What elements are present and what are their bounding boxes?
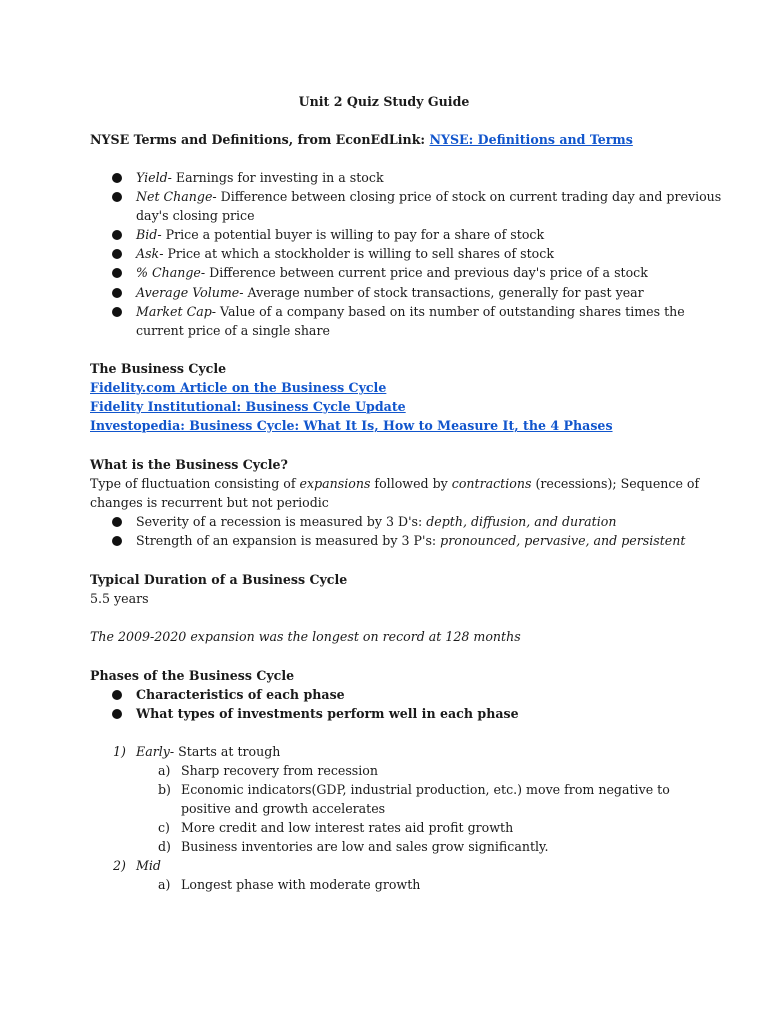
term-average-volume: Average Volume- Average number of stock transactions, generally for past year (136, 285, 644, 300)
bullet-icon (112, 288, 122, 298)
term-market-cap: Market Cap- Value of a company based on its number of outstanding shares times the (136, 304, 685, 319)
phase-mid: Mid (136, 858, 161, 873)
bullet-icon (112, 517, 122, 527)
fidelity-institutional-link[interactable]: Fidelity Institutional: Business Cycle Update (90, 399, 406, 414)
page-title: Unit 2 Quiz Study Guide (298, 94, 470, 109)
what-is-paragraph-cont: changes is recurrent but not periodic (90, 495, 329, 510)
fidelity-article-link[interactable]: Fidelity.com Article on the Business Cycle (90, 380, 387, 395)
bullet-icon (112, 536, 122, 546)
list-label: a) (158, 877, 171, 892)
expansion-strength: Strength of an expansion is measured by 3 P's: pronounced, pervasive, and persistent (136, 533, 686, 548)
phase-number: 2) (113, 858, 126, 873)
bullet-icon (112, 709, 122, 719)
list-label: c) (158, 820, 170, 835)
nyse-heading (90, 130, 633, 149)
term-yield: Yield- Earnings for investing in a stock (136, 170, 384, 185)
phases-bullet-characteristics: Characteristics of each phase (136, 687, 345, 702)
recession-severity: Severity of a recession is measured by 3 D's: depth, diffusion, and duration (136, 514, 617, 529)
what-is-paragraph: Type of fluctuation consisting of expansions followed by contractions (recessions); Sequence of (90, 476, 700, 491)
bullet-icon (112, 192, 122, 202)
list-item: Sharp recovery from recession (181, 763, 378, 778)
list-label: d) (158, 839, 171, 854)
bullet-icon (112, 690, 122, 700)
investopedia-link[interactable]: Investopedia: Business Cycle: What It Is, How to Measure It, the 4 Phases (90, 418, 613, 433)
term-bid: Bid- Price a potential buyer is willing to pay for a share of stock (136, 227, 545, 242)
list-item: Economic indicators(GDP, industrial production, etc.) move from negative to (181, 782, 670, 797)
phases-bullet-investments: What types of investments perform well in each phase (136, 706, 519, 721)
business-cycle-heading: The Business Cycle (90, 361, 227, 376)
list-item: More credit and low interest rates aid profit growth (181, 820, 514, 835)
phase-early: Early- Starts at trough (136, 744, 281, 759)
list-item-cont: positive and growth accelerates (181, 801, 386, 816)
nyse-heading-text: NYSE Terms and Definitions, from EconEdLink: (90, 132, 430, 147)
what-is-heading: What is the Business Cycle? (90, 457, 288, 472)
phases-heading: Phases of the Business Cycle (90, 668, 295, 683)
term-market-cap-cont: current price of a single share (136, 323, 330, 338)
nyse-link[interactable]: NYSE: Definitions and Terms (429, 132, 633, 147)
phase-number: 1) (113, 744, 126, 759)
term-ask: Ask- Price at which a stockholder is willing to sell shares of stock (136, 246, 554, 261)
term-net-change-cont: day's closing price (136, 208, 255, 223)
list-label: b) (158, 782, 171, 797)
bullet-icon (112, 268, 122, 278)
duration-note: The 2009-2020 expansion was the longest on record at 128 months (90, 629, 521, 644)
bullet-icon (112, 173, 122, 183)
list-label: a) (158, 763, 171, 778)
term-net-change: Net Change- Difference between closing price of stock on current trading day and previous (136, 189, 722, 204)
bullet-icon (112, 230, 122, 240)
list-item: Longest phase with moderate growth (181, 877, 421, 892)
term-pct-change: % Change- Difference between current price and previous day's price of a stock (136, 265, 648, 280)
bullet-icon (112, 307, 122, 317)
duration-value: 5.5 years (90, 591, 149, 606)
bullet-icon (112, 249, 122, 259)
list-item: Business inventories are low and sales grow significantly. (181, 839, 549, 854)
duration-heading: Typical Duration of a Business Cycle (90, 572, 348, 587)
